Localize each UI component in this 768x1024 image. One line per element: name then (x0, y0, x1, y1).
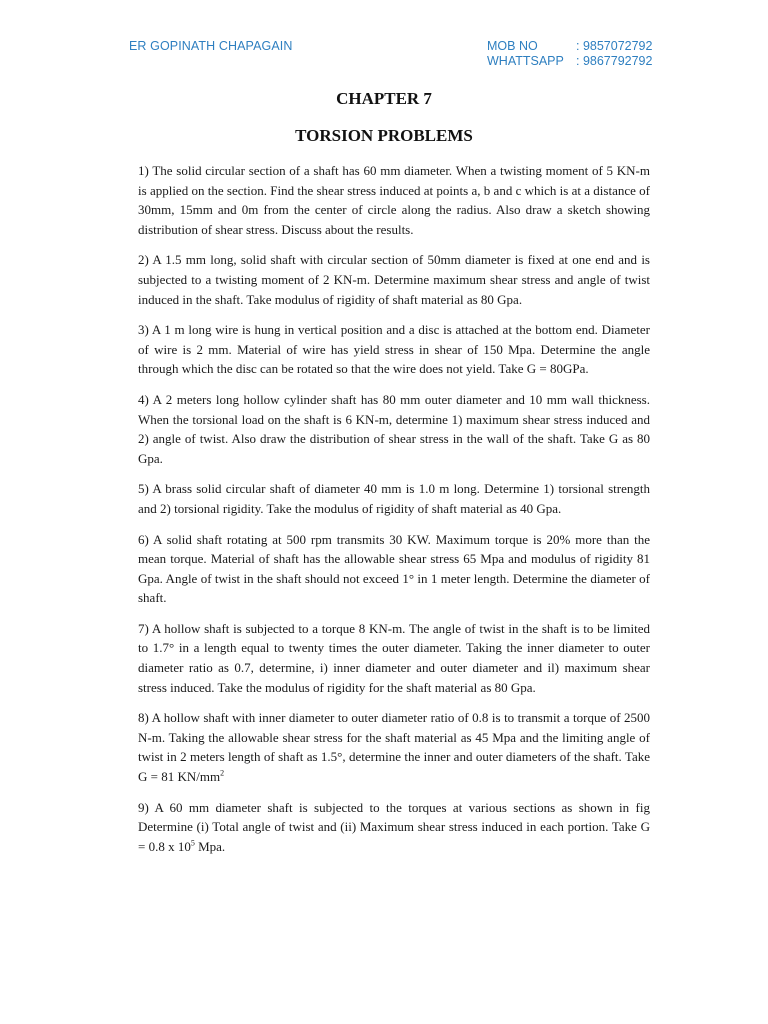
problem-item (138, 320, 650, 379)
problem-item (138, 479, 650, 518)
problem-item (138, 161, 650, 239)
problem-text: 4) A 2 meters long hollow cylinder shaft has 80 mm outer diameter and 10 mm wall thickness. When the torsional load on the shaft is 6 KN-m, determine 1) maximum shear stress induced and 2) angle of twist. Also draw the distribution of shear stress in the wall of the shaft. Take G as 80 Gpa. (138, 391, 650, 466)
problem-list (138, 161, 650, 867)
problem-text: 2) A 1.5 mm long, solid shaft with circular section of 50mm diameter is fixed at one end and is subjected to a twisting moment of 2 KN-m. Determine maximum shear stress and angle of twist induced in the shaft. Take modulus of rigidity of shaft material as 80 Gpa. (138, 252, 650, 307)
chapter-heading: CHAPTER 7 (336, 89, 432, 108)
superscript: 2 (220, 768, 225, 778)
superscript: 5 (190, 838, 195, 848)
whatsapp-row (487, 54, 652, 69)
problem-text: 7) A hollow shaft is subjected to a torque 8 KN-m. The angle of twist in the shaft is to be limited to 1.7° in a length equal to twenty times the outer diameter. Taking the inner diameter to outer diameter ratio as 0.7, determine, i) inner diameter and outer diameter and il) maximum shear stress induced. Take the modulus of rigidity for the shaft material as 80 Gpa. (138, 620, 650, 695)
contact-block (487, 39, 652, 69)
problem-item (138, 530, 650, 608)
problem-item (138, 798, 650, 857)
mobile-label: MOB NO (487, 39, 538, 53)
whatsapp-label: WHATTSAPP (487, 54, 564, 68)
problem-item (138, 619, 650, 697)
page-title: TORSION PROBLEMS (295, 126, 473, 145)
mobile-row (487, 39, 652, 54)
author-name: ER GOPINATH CHAPAGAIN (129, 39, 293, 53)
problem-text: 8) A hollow shaft with inner diameter to outer diameter ratio of 0.8 is to transmit a torque of 2500 N-m. Taking the allowable shear stress for the shaft material as 45 Mpa and the limiting angle of twist in 2 meters length of shaft as 1.5°, determine the inner and outer diameters of the shaft. Take G = 81 KN/mm (138, 710, 650, 785)
whatsapp-number: : 9867792792 (576, 54, 653, 68)
mobile-number: : 9857072792 (576, 39, 653, 53)
problem-text: 1) The solid circular section of a shaft has 60 mm diameter. When a twisting moment of 5 KN-m is applied on the section. Find the shear stress induced at points a, b and c which is at a distance of 30mm, 15mm and 0m from the center of circle along the radius. Also draw a sketch showing distribution of shear stress. Discuss about the results. (138, 163, 650, 237)
problem-text-end: Mpa. (194, 838, 226, 854)
problem-text: 5) A brass solid circular shaft of diameter 40 mm is 1.0 m long. Determine 1) torsional strength and 2) torsional rigidity. Take the modulus of rigidity of shaft material as 40 Gpa. (138, 481, 650, 516)
problem-item (138, 390, 650, 468)
problem-text: 3) A 1 m long wire is hung in vertical position and a disc is attached at the bottom end. Diameter of wire is 2 mm. Material of wire has yield stress in shear of 150 Mpa. Determine the angle through which the disc can be rotated so that the wire does not yield. Take G = 80GPa. (138, 322, 650, 377)
problem-item (138, 250, 650, 309)
problem-text: 9) A 60 mm diameter shaft is subjected to the torques at various sections as shown in fig Determine (i) Total angle of twist and (ii) Maximum shear stress induced in each portion. Take G = 0.8 x 10 (138, 799, 650, 854)
problem-item (138, 708, 650, 786)
problem-text: 6) A solid shaft rotating at 500 rpm transmits 30 KW. Maximum torque is 20% more than the mean torque. Material of shaft has the allowable shear stress 65 Mpa and modulus of rigidity 81 Gpa. Angle of twist in the shaft should not exceed 1° in 1 meter length. Determine the diameter of shaft. (138, 531, 650, 606)
